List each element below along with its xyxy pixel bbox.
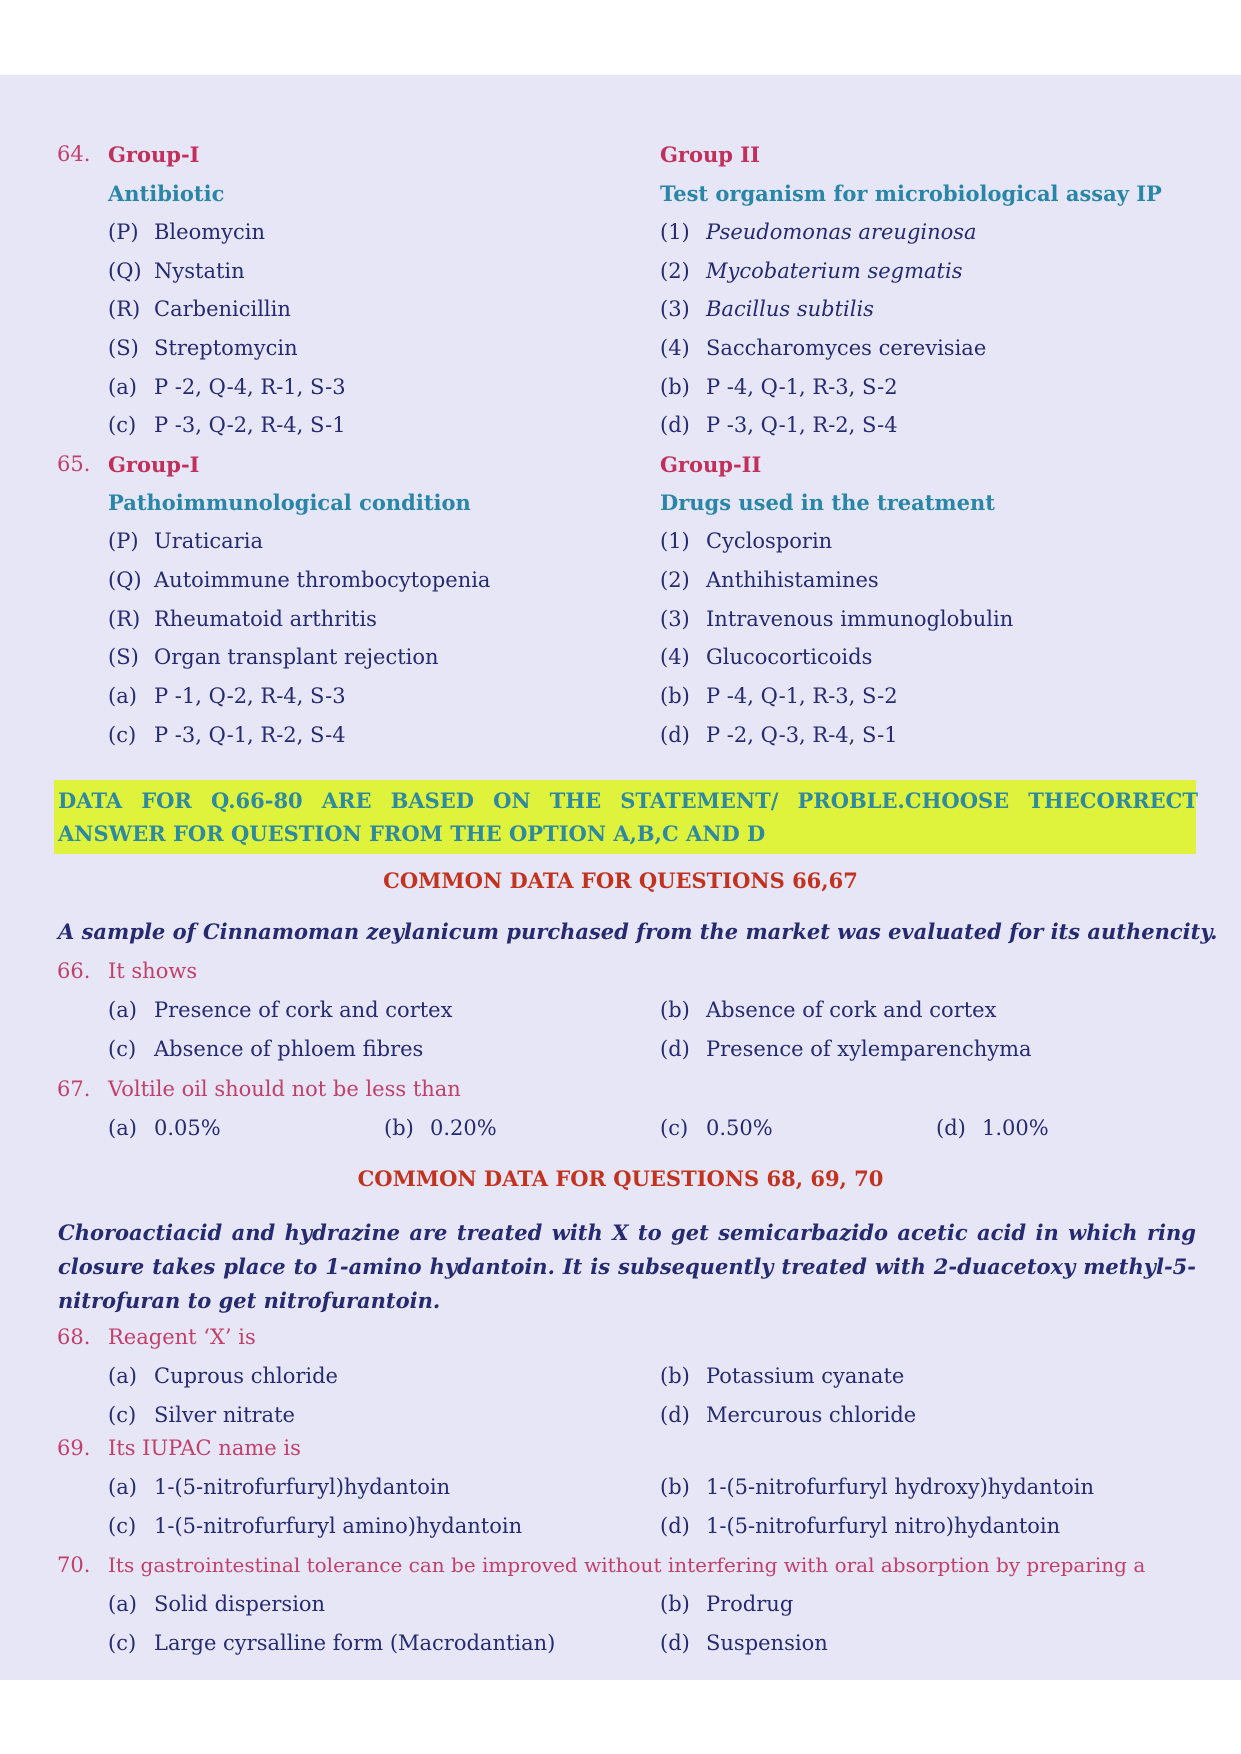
q68-number: 68. <box>57 1325 91 1349</box>
q65-right-item: (1) Cyclosporin <box>660 529 833 553</box>
q65-left-item: (S) Organ transplant rejection <box>108 645 439 669</box>
q65-number: 65. <box>57 452 91 476</box>
q65-right-item: (2) Anthihistamines <box>660 568 879 592</box>
q70-option-b[interactable]: (b) Prodrug <box>660 1592 794 1616</box>
q70-number: 70. <box>57 1553 91 1577</box>
q65-left-item: (P) Uraticaria <box>108 529 263 553</box>
q65-option-d[interactable]: (d) P -2, Q-3, R-4, S-1 <box>660 723 898 747</box>
q64-group1-subheading: Antibiotic <box>108 181 225 206</box>
q64-option-a[interactable]: (a) P -2, Q-4, R-1, S-3 <box>108 375 346 399</box>
q64-left-item: (P) Bleomycin <box>108 220 265 244</box>
common-data-heading-66-67: COMMON DATA FOR QUESTIONS 66,67 <box>383 868 858 893</box>
q64-right-item: (3) Bacillus subtilis <box>660 297 874 321</box>
q65-option-b[interactable]: (b) P -4, Q-1, R-3, S-2 <box>660 684 898 708</box>
q64-right-item: (1) Pseudomonas areuginosa <box>660 220 977 244</box>
q64-number: 64. <box>57 142 91 166</box>
q68-option-b[interactable]: (b) Potassium cyanate <box>660 1364 905 1388</box>
q64-right-item: (2) Mycobaterium segmatis <box>660 259 963 283</box>
q64-group1-heading: Group-I <box>108 142 200 167</box>
q65-left-item: (R) Rheumatoid arthritis <box>108 607 377 631</box>
q65-group2-subheading: Drugs used in the treatment <box>660 490 995 515</box>
q68-option-c[interactable]: (c) Silver nitrate <box>108 1403 295 1427</box>
q64-right-item: (4) Saccharomyces cerevisiae <box>660 336 987 360</box>
q67-option-a[interactable]: (a) 0.05% <box>108 1116 221 1140</box>
q65-right-item: (3) Intravenous immunoglobulin <box>660 607 1014 631</box>
q66-number: 66. <box>57 959 91 983</box>
q64-left-item: (S) Streptomycin <box>108 336 298 360</box>
common-data-heading-68-70: COMMON DATA FOR QUESTIONS 68, 69, 70 <box>357 1166 884 1191</box>
q65-option-c[interactable]: (c) P -3, Q-1, R-2, S-4 <box>108 723 346 747</box>
q66-option-b[interactable]: (b) Absence of cork and cortex <box>660 998 997 1022</box>
q69-question-text: Its IUPAC name is <box>108 1436 301 1460</box>
q67-option-b[interactable]: (b) 0.20% <box>384 1116 497 1140</box>
q65-group1-subheading: Pathoimmunological condition <box>108 490 471 515</box>
q70-option-a[interactable]: (a) Solid dispersion <box>108 1592 326 1616</box>
q64-option-b[interactable]: (b) P -4, Q-1, R-3, S-2 <box>660 375 898 399</box>
q67-option-c[interactable]: (c) 0.50% <box>660 1116 773 1140</box>
q69-option-c[interactable]: (c) 1-(5-nitrofurfuryl amino)hydantoin <box>108 1514 523 1538</box>
q69-option-a[interactable]: (a) 1-(5-nitrofurfuryl)hydantoin <box>108 1475 451 1499</box>
common-data-statement-66-67: A sample of Cinnamoman zeylanicum purchased from the market was evaluated for its authencity. <box>58 919 1218 944</box>
q66-option-a[interactable]: (a) Presence of cork and cortex <box>108 998 453 1022</box>
q68-option-d[interactable]: (d) Mercurous chloride <box>660 1403 917 1427</box>
q67-question-text: Voltile oil should not be less than <box>108 1077 461 1101</box>
q67-number: 67. <box>57 1077 91 1101</box>
q69-option-b[interactable]: (b) 1-(5-nitrofurfuryl hydroxy)hydantoin <box>660 1475 1095 1499</box>
q65-group2-heading: Group-II <box>660 452 762 477</box>
q65-group1-heading: Group-I <box>108 452 200 477</box>
q68-question-text: Reagent ‘X’ is <box>108 1325 256 1349</box>
q70-option-d[interactable]: (d) Suspension <box>660 1631 828 1655</box>
q70-question-text: Its gastrointestinal tolerance can be improved without interfering with oral absorption by preparing a <box>108 1553 1146 1577</box>
q68-option-a[interactable]: (a) Cuprous chloride <box>108 1364 338 1388</box>
q66-option-d[interactable]: (d) Presence of xylemparenchyma <box>660 1037 1032 1061</box>
q67-option-d[interactable]: (d) 1.00% <box>936 1116 1049 1140</box>
q70-option-c[interactable]: (c) Large cyrsalline form (Macrodantian) <box>108 1631 556 1655</box>
q66-question-text: It shows <box>108 959 198 983</box>
q65-option-a[interactable]: (a) P -1, Q-2, R-4, S-3 <box>108 684 346 708</box>
q64-option-c[interactable]: (c) P -3, Q-2, R-4, S-1 <box>108 413 346 437</box>
q64-left-item: (R) Carbenicillin <box>108 297 291 321</box>
q69-option-d[interactable]: (d) 1-(5-nitrofurfuryl nitro)hydantoin <box>660 1514 1061 1538</box>
instruction-banner-text: DATA FOR Q.66-80 ARE BASED ON THE STATEMENT/ PROBLE.CHOOSE THECORRECT ANSWER FOR QUESTION FROM THE OPTION A,B,C AND D <box>58 788 1198 846</box>
q65-left-item: (Q) Autoimmune thrombocytopenia <box>108 568 491 592</box>
q69-number: 69. <box>57 1436 91 1460</box>
q64-group2-heading: Group II <box>660 142 760 167</box>
q64-option-d[interactable]: (d) P -3, Q-1, R-2, S-4 <box>660 413 898 437</box>
q64-left-item: (Q) Nystatin <box>108 259 245 283</box>
q64-group2-subheading: Test organism for microbiological assay IP <box>660 181 1162 206</box>
common-data-statement-68-70: Choroactiacid and hydrazine are treated with X to get semicarbazido acetic acid in which ring closure takes place to 1-amino hydantoin. It is subsequently treated with 2-duacetoxy methyl-5-nitrofuran to get nitrofurantoin. <box>58 1220 1196 1313</box>
q65-right-item: (4) Glucocorticoids <box>660 645 873 669</box>
q66-option-c[interactable]: (c) Absence of phloem fibres <box>108 1037 424 1061</box>
